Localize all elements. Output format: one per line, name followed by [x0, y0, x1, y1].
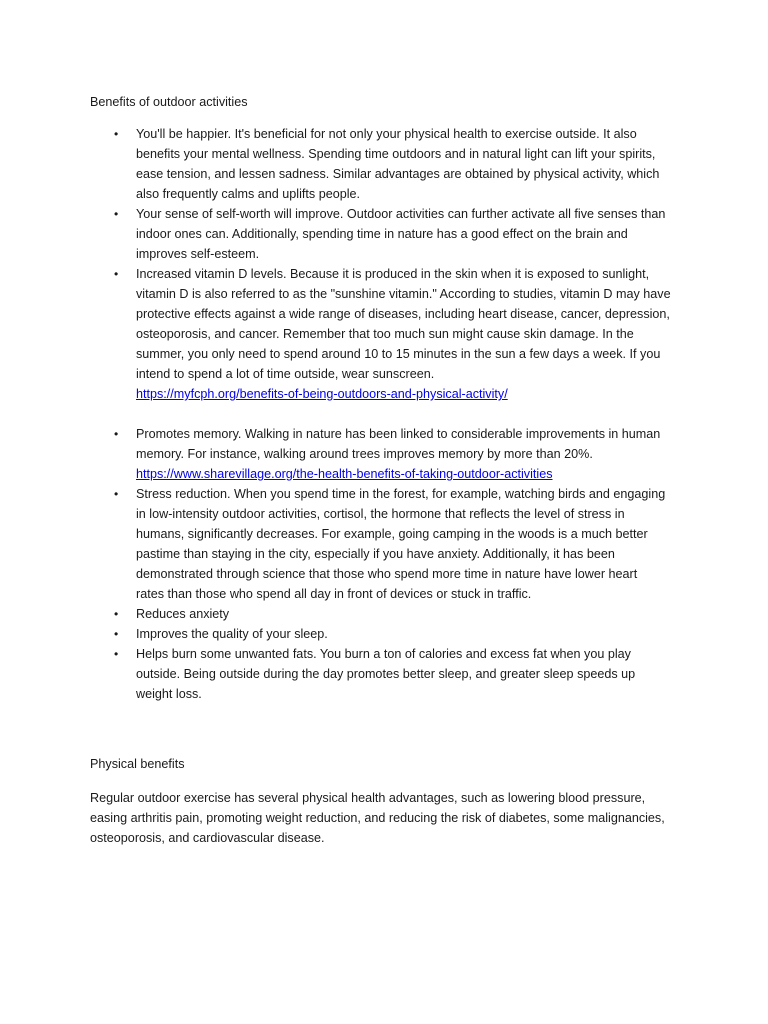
list-item-line: pastime than staying in the city, especially if you have anxiety. Additionally, it has been: [136, 547, 615, 561]
list-item-line: intend to spend a lot of time outside, wear sunscreen.: [136, 367, 435, 381]
section-heading-physical-benefits: Physical benefits: [90, 757, 185, 771]
list-item-line: rates than those who spend all day in front of devices or stuck in traffic.: [136, 587, 532, 601]
list-item-line: Helps burn some unwanted fats. You burn a ton of calories and excess fat when you play: [136, 647, 631, 661]
list-item-line: indoor ones can. Additionally, spending time in nature has a good effect on the brain and: [136, 227, 628, 241]
bullet-icon: •: [114, 487, 119, 501]
section-heading-benefits: Benefits of outdoor activities: [90, 95, 248, 109]
list-item-line: weight loss.: [136, 687, 202, 701]
list-item-line: summer, you only need to spend around 10 to 15 minutes in the sun a few days a week. If you: [136, 347, 661, 361]
list-item-line: Promotes memory. Walking in nature has been linked to considerable improvements in human: [136, 427, 661, 441]
list-item-line: demonstrated through science that those who spend more time in nature have lower heart: [136, 567, 638, 581]
list-item: [0, 604, 668, 624]
list-item-line: outside. Being outside during the day promotes better sleep, and greater sleep speeds up: [136, 667, 636, 681]
list-item: [0, 644, 668, 704]
list-item-line: benefits your mental wellness. Spending time outdoors and in natural light can lift your spirits,: [136, 147, 656, 161]
physical-benefits-paragraph: [90, 788, 690, 848]
list-item-line: protective effects against a wide range of diseases, including heart disease, cancer, depression,: [136, 307, 670, 321]
list-item: [0, 204, 668, 264]
list-item: [0, 124, 668, 204]
bullet-icon: •: [114, 427, 119, 441]
paragraph-line: Regular outdoor exercise has several physical health advantages, such as lowering blood pressure,: [90, 791, 646, 805]
list-item-line: ease tension, and lessen sadness. Similar advantages are obtained by physical activity, which: [136, 167, 660, 181]
bullet-icon: •: [114, 207, 119, 221]
list-item: [0, 424, 668, 484]
list-item-line: improves self-esteem.: [136, 247, 260, 261]
list-item-line: in low-intensity outdoor activities, cortisol, the hormone that reflects the level of stress in: [136, 507, 625, 521]
list-item-line: humans, significantly decreases. For example, going camping in the woods is a much better: [136, 527, 648, 541]
list-item-line: Improves the quality of your sleep.: [136, 627, 328, 641]
list-item-line: Increased vitamin D levels. Because it is produced in the skin when it is exposed to sunlight,: [136, 267, 650, 281]
list-item-line: You'll be happier. It's beneficial for not only your physical health to exercise outside. It also: [136, 127, 637, 141]
sharevillage-link[interactable]: https://www.sharevillage.org/the-health-benefits-of-taking-outdoor-activities: [136, 467, 553, 481]
list-item-line: memory. For instance, walking around trees improves memory by more than 20%.: [136, 447, 593, 461]
bullet-icon: •: [114, 267, 119, 281]
list-item-line: also frequently calms and uplifts people.: [136, 187, 361, 201]
list-item: [0, 624, 668, 644]
list-item-line: Reduces anxiety: [136, 607, 230, 621]
benefits-list: [0, 124, 768, 704]
bullet-icon: •: [114, 647, 119, 661]
paragraph-line: easing arthritis pain, promoting weight reduction, and reducing the risk of diabetes, some malignancies,: [90, 811, 665, 825]
list-item-line: vitamin D is also referred to as the "sunshine vitamin." According to studies, vitamin D may have: [136, 287, 671, 301]
list-item: [0, 264, 671, 404]
paragraph-line: osteoporosis, and cardiovascular disease.: [90, 831, 325, 845]
bullet-icon: •: [114, 127, 119, 141]
list-item-line: Your sense of self-worth will improve. Outdoor activities can further activate all five senses than: [136, 207, 666, 221]
list-item: [0, 484, 668, 604]
bullet-icon: •: [114, 627, 119, 641]
list-item-line: osteoporosis, and cancer. Remember that too much sun might cause skin damage. In the: [136, 327, 634, 341]
bullet-icon: •: [114, 607, 119, 621]
myfcph-link[interactable]: https://myfcph.org/benefits-of-being-outdoors-and-physical-activity/: [136, 387, 508, 401]
list-item-line: Stress reduction. When you spend time in the forest, for example, watching birds and engaging: [136, 487, 666, 501]
